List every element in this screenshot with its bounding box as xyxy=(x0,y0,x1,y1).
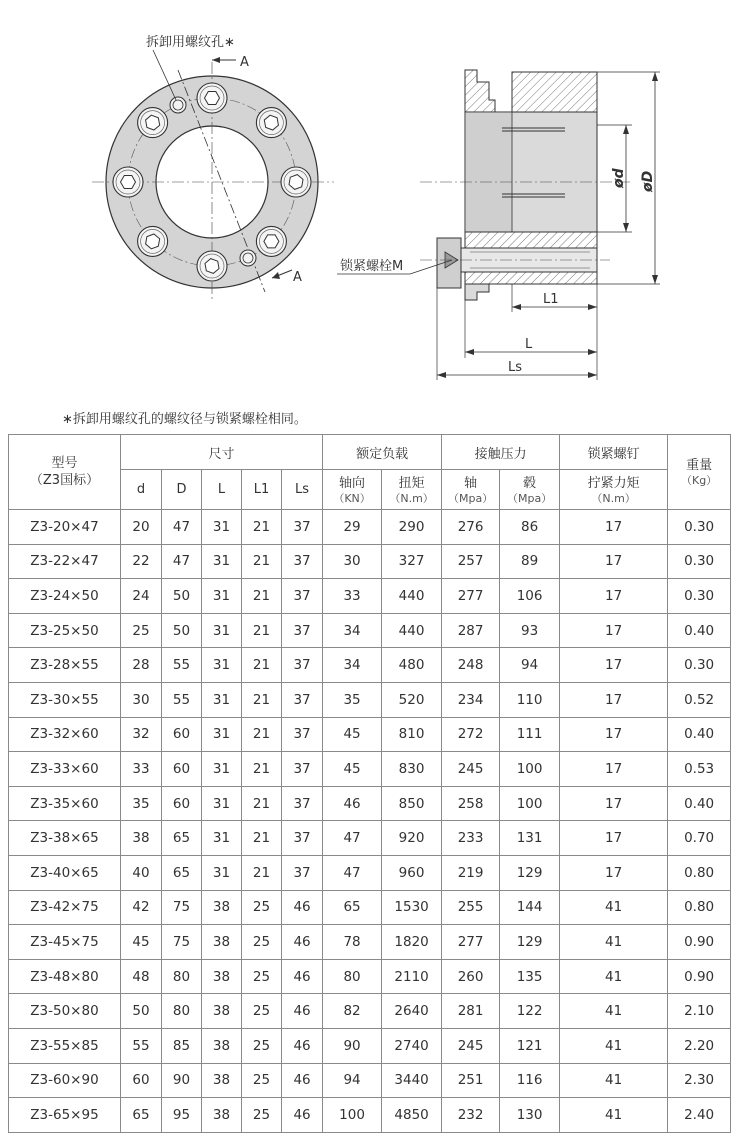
table-cell: 50 xyxy=(121,994,162,1029)
table-cell: 440 xyxy=(382,579,442,614)
table-cell: 29 xyxy=(323,510,382,545)
table-cell: 31 xyxy=(202,682,242,717)
table-cell: Z3-38×65 xyxy=(9,821,121,856)
table-cell: 260 xyxy=(442,959,500,994)
dimension-D-label: øD xyxy=(640,170,656,192)
table-cell: 41 xyxy=(560,959,668,994)
table-body xyxy=(9,510,731,1133)
table-row xyxy=(9,855,731,890)
table-cell: 0.30 xyxy=(668,510,731,545)
table-cell: 95 xyxy=(162,1098,202,1133)
table-cell: 440 xyxy=(382,613,442,648)
table-row xyxy=(9,613,731,648)
header-axial xyxy=(323,470,382,510)
header-shaft xyxy=(442,470,500,510)
header-axial-label: 轴向 xyxy=(339,475,366,491)
table-cell: 38 xyxy=(202,959,242,994)
table-cell: 38 xyxy=(202,1098,242,1133)
header-D: D xyxy=(162,470,202,510)
table-cell: 30 xyxy=(121,682,162,717)
table-cell: 17 xyxy=(560,855,668,890)
header-weight xyxy=(668,435,731,510)
table-cell: 55 xyxy=(162,682,202,717)
footnote: ∗拆卸用螺纹孔的螺纹径与锁紧螺栓相同。 xyxy=(62,412,307,427)
table-cell: 37 xyxy=(282,855,323,890)
table-cell: 34 xyxy=(323,613,382,648)
table-cell: 90 xyxy=(162,1063,202,1098)
table-cell: 0.70 xyxy=(668,821,731,856)
table-cell: 94 xyxy=(323,1063,382,1098)
table-cell: 37 xyxy=(282,717,323,752)
table-cell: 121 xyxy=(500,1028,560,1063)
header-tightening-torque xyxy=(560,470,668,510)
header-tightening-unit: （N.m） xyxy=(591,491,636,505)
table-cell: 47 xyxy=(323,821,382,856)
table-cell: 21 xyxy=(242,510,282,545)
table-cell: Z3-45×75 xyxy=(9,925,121,960)
table-cell: 75 xyxy=(162,925,202,960)
table-cell: 65 xyxy=(323,890,382,925)
table-cell: 41 xyxy=(560,890,668,925)
table-cell: 30 xyxy=(323,544,382,579)
table-cell: 17 xyxy=(560,579,668,614)
table-cell: 32 xyxy=(121,717,162,752)
table-cell: 38 xyxy=(202,1063,242,1098)
table-cell: 21 xyxy=(242,682,282,717)
table-cell: 41 xyxy=(560,1098,668,1133)
header-lock-screw: 锁紧螺钉 xyxy=(560,435,668,470)
table-cell: 46 xyxy=(282,1098,323,1133)
table-cell: 41 xyxy=(560,1028,668,1063)
table-cell: 80 xyxy=(323,959,382,994)
table-cell: 37 xyxy=(282,752,323,787)
table-cell: 255 xyxy=(442,890,500,925)
table-cell: 106 xyxy=(500,579,560,614)
table-cell: 38 xyxy=(202,1028,242,1063)
header-model-label: 型号 xyxy=(51,456,78,471)
table-cell: 17 xyxy=(560,717,668,752)
header-hub-label: 毂 xyxy=(523,475,537,491)
table-cell: 89 xyxy=(500,544,560,579)
table-cell: 2110 xyxy=(382,959,442,994)
table-cell: 100 xyxy=(500,752,560,787)
table-cell: 22 xyxy=(121,544,162,579)
table-cell: 46 xyxy=(282,994,323,1029)
table-row xyxy=(9,925,731,960)
table-cell: Z3-60×90 xyxy=(9,1063,121,1098)
technical-drawing xyxy=(0,0,740,400)
table-cell: 21 xyxy=(242,786,282,821)
table-cell: 0.90 xyxy=(668,959,731,994)
table-cell: 0.80 xyxy=(668,855,731,890)
table-cell: 281 xyxy=(442,994,500,1029)
table-cell: 47 xyxy=(162,544,202,579)
table-cell: 31 xyxy=(202,752,242,787)
header-torque-label: 扭矩 xyxy=(398,475,425,491)
header-d: d xyxy=(121,470,162,510)
table-cell: 17 xyxy=(560,510,668,545)
table-cell: 248 xyxy=(442,648,500,683)
table-cell: 2740 xyxy=(382,1028,442,1063)
table-cell: 38 xyxy=(202,890,242,925)
table-cell: 60 xyxy=(162,786,202,821)
header-hub xyxy=(500,470,560,510)
table-cell: 31 xyxy=(202,648,242,683)
table-cell: 257 xyxy=(442,544,500,579)
table-cell: 0.30 xyxy=(668,544,731,579)
table-row xyxy=(9,752,731,787)
header-hub-unit: （Mpa） xyxy=(506,491,553,505)
table-cell: 37 xyxy=(282,544,323,579)
table-cell: 78 xyxy=(323,925,382,960)
table-cell: 25 xyxy=(242,994,282,1029)
table-cell: 0.40 xyxy=(668,717,731,752)
table-row xyxy=(9,786,731,821)
header-torque-unit: （N.m） xyxy=(389,491,434,505)
table-row xyxy=(9,1028,731,1063)
header-rated-load: 额定负载 xyxy=(323,435,442,470)
table-cell: 45 xyxy=(323,752,382,787)
table-row xyxy=(9,544,731,579)
dimension-d-label: ød xyxy=(611,168,627,188)
spec-table xyxy=(8,434,731,1133)
table-cell: 960 xyxy=(382,855,442,890)
header-L1: L1 xyxy=(242,470,282,510)
table-cell: 219 xyxy=(442,855,500,890)
table-row xyxy=(9,510,731,545)
table-cell: 810 xyxy=(382,717,442,752)
table-cell: 46 xyxy=(282,890,323,925)
table-cell: 276 xyxy=(442,510,500,545)
table-cell: 37 xyxy=(282,510,323,545)
table-cell: 50 xyxy=(162,613,202,648)
table-row xyxy=(9,959,731,994)
table-cell: 24 xyxy=(121,579,162,614)
table-cell: 55 xyxy=(121,1028,162,1063)
header-size: 尺寸 xyxy=(121,435,323,470)
table-cell: Z3-20×47 xyxy=(9,510,121,545)
table-cell: 75 xyxy=(162,890,202,925)
table-cell: 21 xyxy=(242,717,282,752)
table-cell: 38 xyxy=(202,994,242,1029)
table-cell: 46 xyxy=(282,925,323,960)
table-cell: 35 xyxy=(323,682,382,717)
table-cell: 2.20 xyxy=(668,1028,731,1063)
section-label-a-top: A xyxy=(240,55,249,70)
table-cell: 1820 xyxy=(382,925,442,960)
table-cell: 20 xyxy=(121,510,162,545)
table-cell: Z3-33×60 xyxy=(9,752,121,787)
table-row xyxy=(9,717,731,752)
table-cell: 65 xyxy=(121,1098,162,1133)
table-cell: 60 xyxy=(121,1063,162,1098)
table-cell: 0.30 xyxy=(668,648,731,683)
table-cell: Z3-22×47 xyxy=(9,544,121,579)
table-cell: Z3-42×75 xyxy=(9,890,121,925)
header-weight-label: 重量 xyxy=(686,458,713,473)
table-row xyxy=(9,579,731,614)
table-row xyxy=(9,1098,731,1133)
header-weight-unit: （Kg） xyxy=(680,474,718,487)
table-cell: 1530 xyxy=(382,890,442,925)
table-cell: 850 xyxy=(382,786,442,821)
socket-bolt-icon xyxy=(113,167,143,197)
thread-hole-label: 拆卸用螺纹孔∗ xyxy=(146,35,235,50)
table-cell: 46 xyxy=(323,786,382,821)
table-cell: 0.90 xyxy=(668,925,731,960)
table-cell: 25 xyxy=(242,890,282,925)
front-view xyxy=(92,34,334,302)
table-cell: 21 xyxy=(242,544,282,579)
header-torque xyxy=(382,470,442,510)
table-cell: 25 xyxy=(242,1028,282,1063)
table-cell: 65 xyxy=(162,821,202,856)
header-axial-unit: （KN） xyxy=(333,491,371,505)
table-cell: Z3-65×95 xyxy=(9,1098,121,1133)
header-model-sub: （Z3国标） xyxy=(29,473,100,488)
table-cell: 272 xyxy=(442,717,500,752)
dimension-L1-label: L1 xyxy=(543,292,559,307)
table-cell: 327 xyxy=(382,544,442,579)
dimension-L-label: L xyxy=(525,337,533,352)
table-row xyxy=(9,682,731,717)
table-cell: 86 xyxy=(500,510,560,545)
table-cell: 80 xyxy=(162,994,202,1029)
table-cell: 21 xyxy=(242,579,282,614)
table-cell: 129 xyxy=(500,925,560,960)
table-cell: 920 xyxy=(382,821,442,856)
table-cell: 251 xyxy=(442,1063,500,1098)
table-cell: 2.10 xyxy=(668,994,731,1029)
table-cell: 4850 xyxy=(382,1098,442,1133)
table-cell: 17 xyxy=(560,786,668,821)
table-cell: 37 xyxy=(282,821,323,856)
table-cell: 130 xyxy=(500,1098,560,1133)
table-cell: 60 xyxy=(162,752,202,787)
table-cell: 116 xyxy=(500,1063,560,1098)
table-cell: 31 xyxy=(202,510,242,545)
table-cell: 31 xyxy=(202,544,242,579)
table-cell: 111 xyxy=(500,717,560,752)
table-cell: 277 xyxy=(442,579,500,614)
table-cell: 37 xyxy=(282,682,323,717)
table-cell: 131 xyxy=(500,821,560,856)
table-cell: 110 xyxy=(500,682,560,717)
table-cell: 232 xyxy=(442,1098,500,1133)
table-cell: Z3-25×50 xyxy=(9,613,121,648)
table-cell: 45 xyxy=(323,717,382,752)
table-cell: 520 xyxy=(382,682,442,717)
table-cell: 2.30 xyxy=(668,1063,731,1098)
table-cell: 287 xyxy=(442,613,500,648)
table-cell: 0.40 xyxy=(668,613,731,648)
table-cell: Z3-55×85 xyxy=(9,1028,121,1063)
table-cell: 37 xyxy=(282,648,323,683)
header-tightening-label: 拧紧力矩 xyxy=(587,475,640,491)
table-row xyxy=(9,994,731,1029)
table-cell: 0.40 xyxy=(668,786,731,821)
table-cell: 17 xyxy=(560,682,668,717)
table-cell: 60 xyxy=(162,717,202,752)
table-cell: Z3-35×60 xyxy=(9,786,121,821)
table-cell: 41 xyxy=(560,1063,668,1098)
table-cell: 129 xyxy=(500,855,560,890)
table-cell: 41 xyxy=(560,925,668,960)
socket-bolt-icon xyxy=(256,226,286,256)
table-cell: 31 xyxy=(202,613,242,648)
table-cell: 55 xyxy=(162,648,202,683)
table-cell: 33 xyxy=(121,752,162,787)
table-cell: Z3-50×80 xyxy=(9,994,121,1029)
table-cell: 82 xyxy=(323,994,382,1029)
table-cell: 25 xyxy=(242,925,282,960)
socket-bolt-icon xyxy=(197,251,227,281)
table-cell: 33 xyxy=(323,579,382,614)
table-cell: 21 xyxy=(242,855,282,890)
header-L: L xyxy=(202,470,242,510)
table-cell: 17 xyxy=(560,648,668,683)
table-cell: 38 xyxy=(121,821,162,856)
table-cell: 25 xyxy=(121,613,162,648)
table-cell: Z3-40×65 xyxy=(9,855,121,890)
table-cell: 40 xyxy=(121,855,162,890)
table-cell: 480 xyxy=(382,648,442,683)
socket-bolt-icon xyxy=(138,108,168,138)
table-row xyxy=(9,821,731,856)
table-cell: Z3-48×80 xyxy=(9,959,121,994)
table-cell: 21 xyxy=(242,648,282,683)
table-cell: 94 xyxy=(500,648,560,683)
table-cell: 42 xyxy=(121,890,162,925)
table-cell: 830 xyxy=(382,752,442,787)
table-cell: 17 xyxy=(560,752,668,787)
table-cell: 31 xyxy=(202,786,242,821)
header-shaft-unit: （Mpa） xyxy=(447,491,494,505)
table-cell: 41 xyxy=(560,994,668,1029)
table-cell: 17 xyxy=(560,544,668,579)
table-cell: 47 xyxy=(323,855,382,890)
table-cell: 31 xyxy=(202,717,242,752)
socket-bolt-icon xyxy=(197,83,227,113)
table-cell: 2640 xyxy=(382,994,442,1029)
lock-bolt-label: 锁紧螺栓M xyxy=(340,259,404,274)
header-shaft-label: 轴 xyxy=(464,475,478,491)
table-cell: 46 xyxy=(282,959,323,994)
table-cell: 25 xyxy=(242,1098,282,1133)
table-cell: Z3-32×60 xyxy=(9,717,121,752)
dimension-Ls-label: Ls xyxy=(508,360,523,375)
table-cell: 0.53 xyxy=(668,752,731,787)
table-cell: 31 xyxy=(202,855,242,890)
table-cell: 38 xyxy=(202,925,242,960)
table-cell: 34 xyxy=(323,648,382,683)
table-cell: 25 xyxy=(242,1063,282,1098)
table-cell: 0.30 xyxy=(668,579,731,614)
table-cell: 290 xyxy=(382,510,442,545)
table-cell: 234 xyxy=(442,682,500,717)
header-contact-pressure: 接触压力 xyxy=(442,435,560,470)
table-cell: 35 xyxy=(121,786,162,821)
table-cell: 17 xyxy=(560,821,668,856)
table-cell: 135 xyxy=(500,959,560,994)
table-cell: 85 xyxy=(162,1028,202,1063)
table-cell: 31 xyxy=(202,821,242,856)
table-row xyxy=(9,648,731,683)
table-cell: Z3-30×55 xyxy=(9,682,121,717)
table-cell: 2.40 xyxy=(668,1098,731,1133)
table-cell: 258 xyxy=(442,786,500,821)
table-cell: 100 xyxy=(500,786,560,821)
table-cell: 48 xyxy=(121,959,162,994)
table-cell: 0.80 xyxy=(668,890,731,925)
table-cell: 93 xyxy=(500,613,560,648)
table-cell: 46 xyxy=(282,1028,323,1063)
table-cell: 37 xyxy=(282,579,323,614)
table-cell: 28 xyxy=(121,648,162,683)
table-cell: 3440 xyxy=(382,1063,442,1098)
table-row xyxy=(9,1063,731,1098)
header-model xyxy=(9,435,121,510)
table-cell: Z3-28×55 xyxy=(9,648,121,683)
table-cell: 21 xyxy=(242,821,282,856)
table-cell: 45 xyxy=(121,925,162,960)
section-label-a-bottom: A xyxy=(293,270,302,285)
table-cell: 37 xyxy=(282,613,323,648)
table-cell: 37 xyxy=(282,786,323,821)
socket-bolt-icon xyxy=(281,167,311,197)
table-cell: 80 xyxy=(162,959,202,994)
table-cell: 245 xyxy=(442,752,500,787)
table-cell: Z3-24×50 xyxy=(9,579,121,614)
table-cell: 90 xyxy=(323,1028,382,1063)
header-Ls: Ls xyxy=(282,470,323,510)
socket-bolt-icon xyxy=(138,226,168,256)
table-cell: 65 xyxy=(162,855,202,890)
table-cell: 245 xyxy=(442,1028,500,1063)
socket-bolt-icon xyxy=(256,108,286,138)
table-cell: 21 xyxy=(242,613,282,648)
table-cell: 100 xyxy=(323,1098,382,1133)
table-cell: 0.52 xyxy=(668,682,731,717)
section-view xyxy=(337,70,660,380)
table-cell: 47 xyxy=(162,510,202,545)
table-cell: 31 xyxy=(202,579,242,614)
table-cell: 233 xyxy=(442,821,500,856)
table-cell: 25 xyxy=(242,959,282,994)
table-cell: 21 xyxy=(242,752,282,787)
table-row xyxy=(9,890,731,925)
table-cell: 277 xyxy=(442,925,500,960)
table-cell: 17 xyxy=(560,613,668,648)
table-cell: 122 xyxy=(500,994,560,1029)
table-cell: 46 xyxy=(282,1063,323,1098)
table-cell: 144 xyxy=(500,890,560,925)
table-cell: 50 xyxy=(162,579,202,614)
